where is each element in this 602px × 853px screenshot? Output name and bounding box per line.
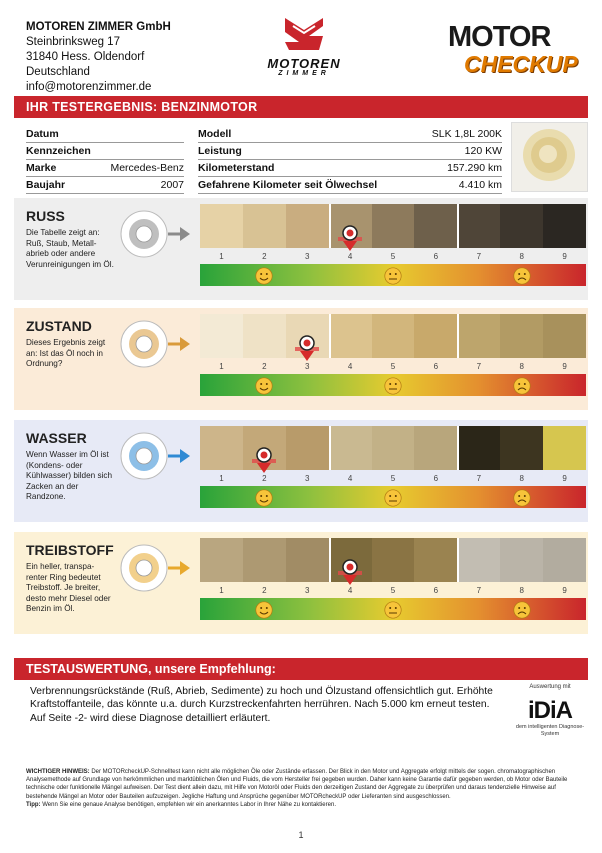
- section-description: Wenn Wasser im Öl ist (Kondens- oder Kühlwasser) bilden sich Zacken an der Randzone.: [26, 450, 113, 501]
- sad-face-icon: [513, 377, 531, 395]
- scale-number: 3: [305, 362, 310, 371]
- happy-face-icon: [255, 601, 273, 619]
- sample-panel: [243, 538, 286, 582]
- info-value: Mercedes-Benz: [110, 162, 184, 174]
- sample-panel: [500, 204, 543, 248]
- neutral-face-icon: [384, 377, 402, 395]
- vehicle-info-left: [26, 126, 184, 194]
- scale-number: 5: [390, 586, 396, 595]
- sample-panel: [372, 426, 415, 470]
- sample-panel: [414, 314, 457, 358]
- section-zustand: [14, 308, 588, 410]
- company-street: Steinbrinksweg 17: [26, 36, 120, 48]
- scale-number: 5: [390, 252, 396, 261]
- scale-number: 7: [476, 362, 482, 371]
- tip-label: Tipp:: [26, 801, 41, 808]
- scale-number: 1: [219, 252, 224, 261]
- company-email[interactable]: info@motorenzimmer.de: [26, 81, 152, 93]
- scale-number: 2: [262, 362, 267, 371]
- scale-number: 3: [305, 252, 310, 261]
- company-name: MOTOREN ZIMMER GmbH: [26, 21, 171, 33]
- result-marker-icon: [338, 558, 362, 586]
- rating-gradient-bar: [200, 598, 586, 620]
- scale-number: 2: [262, 252, 267, 261]
- info-row: [198, 177, 502, 194]
- info-row: [26, 160, 184, 177]
- rating-gradient-bar: [200, 374, 586, 396]
- scale-number: 5: [390, 474, 396, 483]
- company-country: Deutschland: [26, 66, 90, 78]
- sample-panel: [329, 314, 372, 358]
- mc-logo-word1: MOTOR: [448, 21, 551, 53]
- sample-panel: [329, 426, 372, 470]
- sample-panel: [500, 314, 543, 358]
- rating-gradient-bar: [200, 486, 586, 508]
- sample-panel: [500, 426, 543, 470]
- info-row: [198, 126, 502, 143]
- sample-panel: [457, 314, 500, 358]
- info-row: [26, 126, 184, 143]
- sample-panel: [457, 204, 500, 248]
- sample-panel: [543, 204, 586, 248]
- sample-panel: [286, 426, 329, 470]
- scale-number: 9: [562, 362, 567, 371]
- scale-numbers: [200, 250, 586, 264]
- info-row: [26, 143, 184, 160]
- scale-number: 8: [519, 252, 524, 261]
- scale-number: 4: [347, 586, 353, 595]
- sample-panel: [286, 538, 329, 582]
- sample-panels: [200, 314, 586, 358]
- recommendation-text: [30, 686, 510, 728]
- mc-logo-word2: CHECKUP: [464, 51, 578, 77]
- section-title: WASSER: [26, 430, 87, 446]
- scale-number: 1: [219, 474, 224, 483]
- sample-panel: [543, 538, 586, 582]
- section-title: TREIBSTOFF: [26, 542, 114, 558]
- page-number: 1: [298, 830, 304, 840]
- section-treibstoff: [14, 532, 588, 634]
- sample-panel: [243, 314, 286, 358]
- info-label: Kilometerstand: [198, 162, 275, 174]
- scale-number: 7: [476, 586, 482, 595]
- oil-drop-icon: [118, 430, 192, 482]
- info-label: Baujahr: [26, 179, 66, 191]
- scale-number: 7: [476, 474, 482, 483]
- scale-number: 4: [347, 362, 353, 371]
- sad-face-icon: [513, 267, 531, 285]
- company-address: [26, 20, 171, 95]
- section-description: Ein heller, transpa-renter Ring bedeutet Treibstoff. Je breiter, desto mehr Diesel oder Benzin im Öl.: [26, 562, 111, 613]
- result-banner: IHR TESTERGEBNIS: BENZINMOTOR: [14, 96, 588, 118]
- sad-face-icon: [513, 601, 531, 619]
- sample-panel: [414, 426, 457, 470]
- info-value: 157.290 km: [447, 162, 502, 174]
- important-notice: [26, 768, 586, 809]
- result-marker-icon: [252, 446, 276, 474]
- idia-caption: Auswertung mit: [529, 684, 571, 690]
- scale-numbers: [200, 472, 586, 486]
- sample-panel: [414, 204, 457, 248]
- info-row: [198, 143, 502, 160]
- scale-number: 1: [219, 586, 224, 595]
- scale-number: 5: [390, 362, 396, 371]
- neutral-face-icon: [384, 489, 402, 507]
- sample-panel: [414, 538, 457, 582]
- scale-number: 4: [347, 474, 353, 483]
- sample-panel: [457, 426, 500, 470]
- motoren-zimmer-logo: [252, 14, 356, 84]
- scale-numbers: [200, 360, 586, 374]
- scale-number: 1: [219, 362, 224, 371]
- info-value: 120 KW: [464, 145, 502, 157]
- scale-number: 8: [519, 474, 524, 483]
- result-marker-icon: [338, 224, 362, 252]
- idia-name: iDiA: [528, 697, 572, 724]
- section-description: Die Tabelle zeigt an: Ruß, Staub, Metall-abrieb oder andere Verunreinigungen im Öl.: [26, 228, 114, 269]
- recommendation-paragraph-1: Verbrennungsrückstände (Ruß, Abrieb, Sedimente) zu hoch und Ölzustand offensichtlich gut. Erhöhte Kraftstoffanteile, das könnte u.a. durch Kurzstreckenfahrten herrühren. Nach 5.000 km erneut testen.: [30, 686, 493, 710]
- scale-number: 4: [347, 252, 353, 261]
- scale-number: 8: [519, 586, 524, 595]
- section-title: RUSS: [26, 208, 65, 224]
- scale-number: 9: [562, 474, 567, 483]
- sample-panel: [543, 314, 586, 358]
- scale-number: 2: [262, 586, 267, 595]
- scale-number: 7: [476, 252, 482, 261]
- mz-logo-line1: MOTOREN: [267, 56, 341, 71]
- neutral-face-icon: [384, 601, 402, 619]
- info-label: Gefahrene Kilometer seit Ölwechsel: [198, 179, 378, 191]
- oil-drop-icon: [118, 208, 192, 260]
- notice-label: WICHTIGER HINWEIS:: [26, 769, 90, 775]
- scale-number: 6: [433, 586, 439, 595]
- oil-drop-icon: [118, 318, 192, 370]
- sample-panel: [372, 204, 415, 248]
- sample-panel: [500, 538, 543, 582]
- sample-panel: [200, 426, 243, 470]
- mz-logo-line2: ZIMMER: [278, 70, 330, 77]
- company-city: 31840 Hess. Oldendorf: [26, 51, 145, 63]
- tip-text: Wenn Sie eine genaue Analyse benötigen, empfehlen wir ein anerkanntes Labor in Ihrer Nähe zu kontaktieren.: [42, 801, 336, 808]
- info-label: Kennzeichen: [26, 145, 91, 157]
- scale-numbers: [200, 584, 586, 598]
- result-marker-icon: [295, 334, 319, 362]
- oil-drop-icon: [118, 542, 192, 594]
- sample-panels: [200, 538, 586, 582]
- scale-number: 2: [262, 474, 267, 483]
- section-wasser: [14, 420, 588, 522]
- notice-text: Der MOTORcheckUP-Schnelltest kann nicht alle möglichen Öle oder Zustände erfassen. Der Blick in den Motor und Aggregate erfolgt mittels der sogen. chromatographischen Analysemethode auf Grundlage von herkömmlichen und marktüblichen Ölen und Fluids, die vom Hersteller frei gegeben wurden. Daher kann keine Garantie dafür gegeben werden, ob Motor oder Bauteile technische oder funktionelle Mängel aufweisen. Der Test dient allein dazu, mit Hilfe von Motoröl oder Fluids den derzeitigen Zustand der Aggregate zu überprüfen und daraus tendenzielle Hinweise auf bestehende Mängel an Motor oder Bauteilen aufzuzeigen. Jegliche Haftung und Ansprüche gegenüber MOTORcheckUP oder Lieferanten sind ausgeschlossen.: [26, 769, 568, 800]
- happy-face-icon: [255, 489, 273, 507]
- idia-logo: [515, 684, 585, 738]
- info-label: Modell: [198, 128, 232, 140]
- sample-panel: [286, 204, 329, 248]
- rating-gradient-bar: [200, 264, 586, 286]
- happy-face-icon: [255, 377, 273, 395]
- oil-sample-image: [511, 122, 588, 192]
- scale-number: 6: [433, 474, 439, 483]
- scale-number: 9: [562, 586, 567, 595]
- sample-panel: [243, 204, 286, 248]
- info-label: Marke: [26, 162, 57, 174]
- mz-emblem-icon: [279, 14, 329, 54]
- info-row: [26, 177, 184, 194]
- sample-panel: [200, 538, 243, 582]
- sample-panel: [200, 314, 243, 358]
- info-label: Leistung: [198, 145, 242, 157]
- info-value: SLK 1,8L 200K: [431, 128, 502, 140]
- sample-panel: [543, 426, 586, 470]
- sample-panel: [457, 538, 500, 582]
- scale-number: 6: [433, 362, 439, 371]
- recommendation-banner: TESTAUSWERTUNG, unsere Empfehlung:: [14, 658, 588, 680]
- section-title: ZUSTAND: [26, 318, 92, 334]
- sad-face-icon: [513, 489, 531, 507]
- sample-panels: [200, 204, 586, 248]
- vehicle-info-right: [198, 126, 502, 194]
- scale-number: 3: [305, 474, 310, 483]
- scale-number: 8: [519, 362, 524, 371]
- section-description: Dieses Ergebnis zeigt an: Ist das Öl noch in Ordnung?: [26, 338, 106, 368]
- info-label: Datum: [26, 128, 59, 140]
- happy-face-icon: [255, 267, 273, 285]
- recommendation-paragraph-2: Auf Seite -2- wird diese Diagnose detailliert erläutert.: [30, 713, 271, 724]
- sample-panel: [372, 538, 415, 582]
- info-row: [198, 160, 502, 177]
- section-russ: [14, 198, 588, 300]
- sample-panel: [200, 204, 243, 248]
- info-value: 4.410 km: [458, 179, 502, 191]
- scale-number: 6: [433, 252, 439, 261]
- motorcheckup-logo: [448, 22, 588, 84]
- neutral-face-icon: [384, 267, 402, 285]
- sample-panel: [372, 314, 415, 358]
- info-value: 2007: [160, 179, 184, 191]
- scale-number: 3: [305, 586, 310, 595]
- idia-subtitle: dem intelligenten Diagnose-System: [515, 724, 585, 737]
- scale-number: 9: [562, 252, 567, 261]
